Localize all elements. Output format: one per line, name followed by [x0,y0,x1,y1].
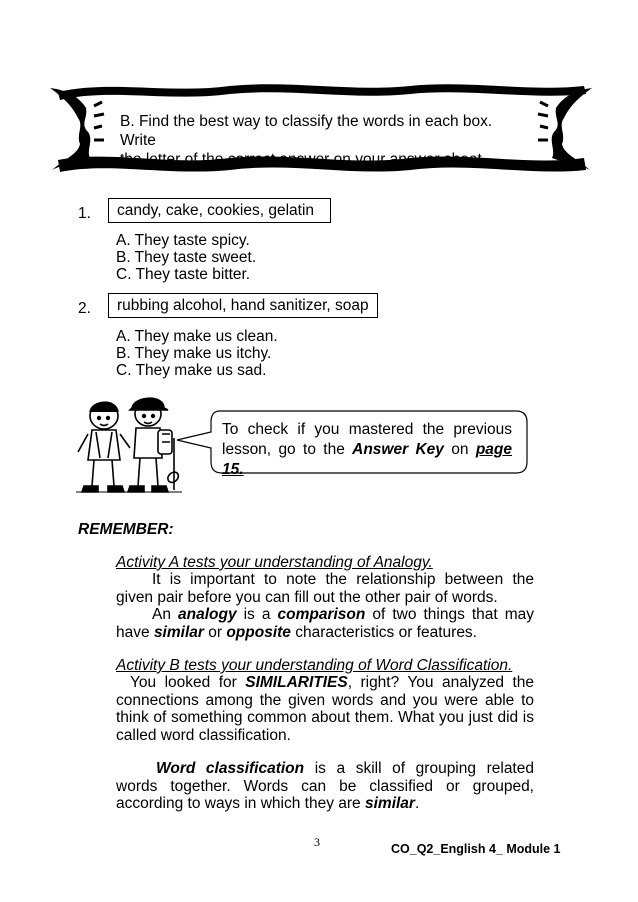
choice-1c: C. They taste bitter. [116,266,251,283]
banner-line-1: B. Find the best way to classify the words in each box. Write [120,113,493,149]
text-definition: is a skill of grouping related words together. Words can be classified or grouped, according to ways in which they are [116,760,534,812]
term-similar-2: similar [364,795,415,812]
term-analogy: analogy [178,606,237,623]
activity-b-title: Activity B tests your understanding of Word Classification. [116,657,513,674]
remember-heading: REMEMBER: [78,521,174,538]
term-opposite: opposite [226,623,291,641]
activity-a-title: Activity A tests your understanding of Analogy. [116,554,433,571]
text-you-looked-for: You looked for [130,674,246,691]
term-word-classification: Word classification [156,760,305,777]
page-number: 3 [314,835,320,849]
bubble-line-2-text: lesson, go to the [222,441,353,458]
answer-key-label: Answer Key [352,441,444,458]
text-of-two-things: of two things that may have [116,606,535,641]
banner-instructions [120,112,530,169]
banner-line-2: the letter of the correct answer on your answer sheet. [120,151,487,168]
text-or: or [203,623,227,641]
question-1-choices [116,232,256,283]
question-2-choices [116,328,278,379]
text-is-a: is a [236,606,278,623]
activity-b-paragraph-1 [116,674,534,744]
activity-a-paragraph-1: It is important to note the relationship between the given pair before you can fill out the other pair of words. [116,571,534,606]
bubble-line-1: To check if you mastered the previous [222,421,512,438]
text-an: An [152,606,178,623]
choice-1b: B. They taste sweet. [116,249,257,266]
choice-2a: A. They make us clean. [116,328,278,345]
question-2-number: 2. [78,300,91,317]
bubble-on-text: on [443,441,476,458]
text-period: . [414,795,420,812]
text-analysis: , right? You analyzed the connections among the given words and you were able to think of something common about them. What you just did is called word classification. [116,674,535,744]
term-comparison: comparison [277,606,366,623]
question-1-number: 1. [78,205,91,222]
term-similar: similar [153,623,204,641]
term-similarities: SIMILARITIES [245,674,348,691]
text-characteristics: characteristics or features. [290,623,477,641]
module-footer: CO_Q2_English 4_ Module 1 [391,842,561,856]
question-2-word-box: rubbing alcohol, hand sanitizer, soap [108,293,378,318]
answer-key-note [222,420,512,480]
choice-2b: B. They make us itchy. [116,345,272,362]
choice-1a: A. They taste spicy. [116,232,250,249]
question-1-word-box: candy, cake, cookies, gelatin [108,198,331,223]
page-15-link[interactable]: page 15. [222,441,512,478]
activity-b-paragraph-2 [116,760,534,813]
bubble-line-2 [222,440,512,480]
choice-2c: C. They make us sad. [116,362,267,379]
kids-hiking-illustration [74,394,184,498]
activity-a-paragraph-2 [116,606,534,641]
